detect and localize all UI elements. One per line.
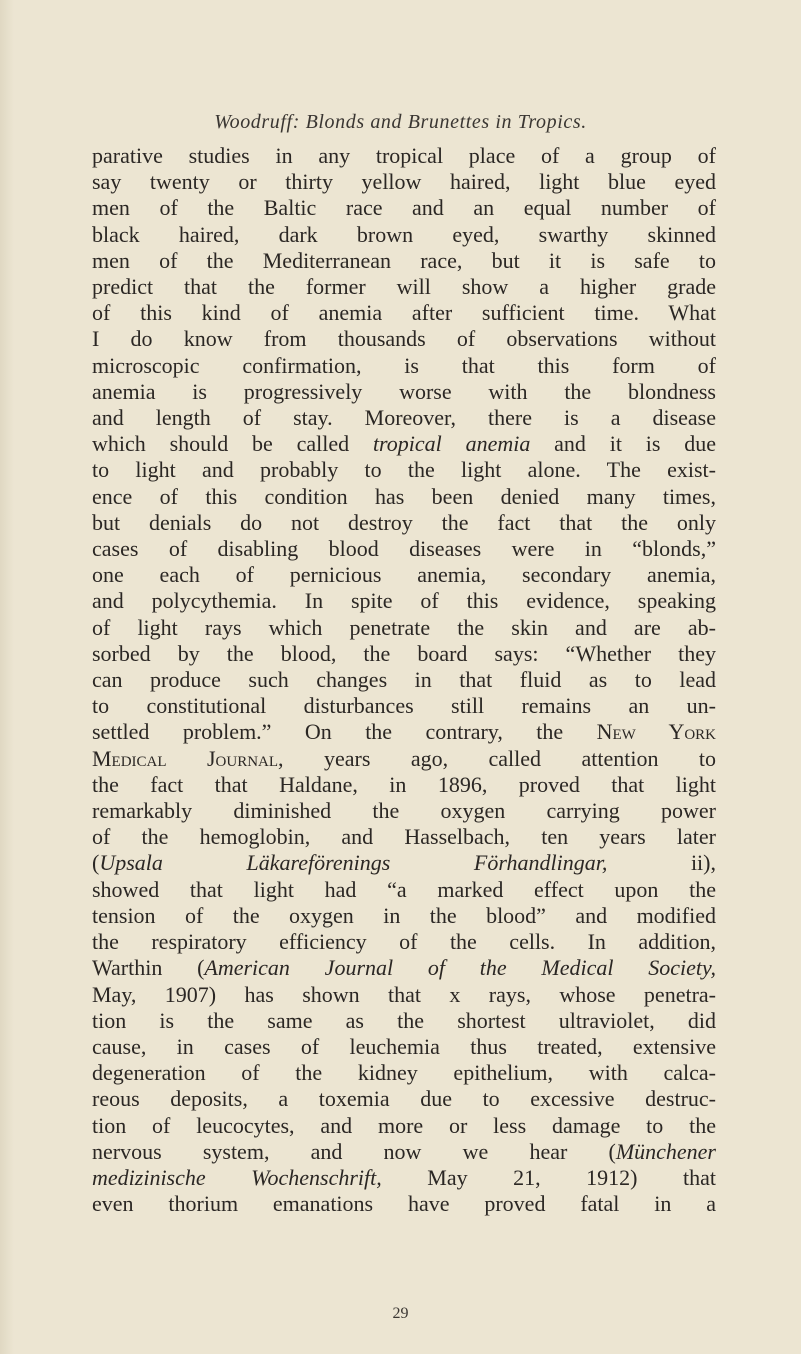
text-run: tion of leucocytes, and more or less damage to the bbox=[92, 1112, 716, 1138]
italic-text: American Journal of the Medical Society, bbox=[204, 955, 716, 981]
text-run: May, 1907) has shown that x rays, whose penetra- bbox=[92, 981, 716, 1007]
text-line bbox=[92, 667, 716, 693]
text-run: and it is due bbox=[530, 431, 716, 457]
text-run: one each of pernicious anemia, secondary anemia, bbox=[92, 562, 716, 588]
text-line bbox=[92, 1191, 716, 1217]
text-line bbox=[92, 955, 716, 981]
text-line bbox=[92, 929, 716, 955]
text-line bbox=[92, 457, 716, 483]
text-line bbox=[92, 274, 716, 300]
italic-text: tropical anemia bbox=[372, 431, 531, 457]
text-run: tension of the oxygen in the blood” and modified bbox=[92, 902, 716, 928]
text-line bbox=[92, 536, 716, 562]
italic-text: medizinische Wochenschrift, bbox=[92, 1164, 382, 1190]
text-run: of the hemoglobin, and Hasselbach, ten years later bbox=[92, 824, 716, 850]
text-line bbox=[92, 877, 716, 903]
text-run: sorbed by the blood, the board says: “Whether they bbox=[92, 640, 716, 666]
text-run: May 21, 1912) that bbox=[381, 1164, 716, 1190]
text-line bbox=[92, 510, 716, 536]
text-run: ence of this condition has been denied many times, bbox=[92, 483, 716, 509]
text-run: ii), bbox=[607, 850, 716, 876]
text-line bbox=[92, 379, 716, 405]
text-line bbox=[92, 641, 716, 667]
text-run: remarkably diminished the oxygen carrying power bbox=[92, 798, 716, 824]
text-line bbox=[92, 798, 716, 824]
text-run: say twenty or thirty yellow haired, light blue eyed bbox=[92, 169, 716, 195]
text-line bbox=[92, 772, 716, 798]
text-run: and polycythemia. In spite of this evidence, speaking bbox=[92, 588, 716, 614]
text-run: tion is the same as the shortest ultraviolet, did bbox=[92, 1007, 716, 1033]
text-run: but denials do not destroy the fact that the only bbox=[92, 509, 716, 535]
text-run: to light and probably to the light alone. The exist- bbox=[92, 457, 716, 483]
text-run: the fact that Haldane, in 1896, proved that light bbox=[92, 771, 716, 797]
text-line bbox=[92, 169, 716, 195]
text-run: I do know from thousands of observations without bbox=[92, 326, 716, 352]
text-line bbox=[92, 1113, 716, 1139]
text-run: degeneration of the kidney epithelium, with calca- bbox=[92, 1060, 716, 1086]
text-run: of light rays which penetrate the skin and are ab- bbox=[92, 614, 716, 640]
text-line bbox=[92, 693, 716, 719]
text-line bbox=[92, 300, 716, 326]
text-line bbox=[92, 615, 716, 641]
text-line bbox=[92, 143, 716, 169]
text-line bbox=[92, 746, 716, 772]
text-run: , years ago, called attention to bbox=[278, 745, 716, 771]
text-line bbox=[92, 562, 716, 588]
text-run: anemia is progressively worse with the blondness bbox=[92, 378, 716, 404]
text-line bbox=[92, 405, 716, 431]
text-run: showed that light had “a marked effect upon the bbox=[92, 876, 716, 902]
text-run: predict that the former will show a higher grade bbox=[92, 274, 716, 300]
text-line bbox=[92, 353, 716, 379]
text-run: cases of disabling blood diseases were in “blonds,” bbox=[92, 536, 716, 562]
text-run: reous deposits, a toxemia due to excessive destruc- bbox=[92, 1086, 716, 1112]
italic-text: Münchener bbox=[615, 1138, 716, 1164]
text-line bbox=[92, 484, 716, 510]
text-line bbox=[92, 1086, 716, 1112]
text-line bbox=[92, 850, 716, 876]
small-caps-text: Medical Journal bbox=[92, 745, 279, 771]
text-run: to constitutional disturbances still remains an un- bbox=[92, 693, 716, 719]
text-line bbox=[92, 1165, 716, 1191]
text-run: of this kind of anemia after sufficient time. What bbox=[92, 300, 716, 326]
text-line bbox=[92, 248, 716, 274]
text-run: even thorium emanations have proved fatal in a bbox=[92, 1191, 716, 1217]
text-line bbox=[92, 903, 716, 929]
running-head: Woodruff: Blonds and Brunettes in Tropics. bbox=[214, 111, 587, 133]
text-run: microscopic confirmation, is that this form of bbox=[92, 352, 716, 378]
page-number: 29 bbox=[392, 1305, 409, 1322]
text-run: nervous system, and now we hear ( bbox=[92, 1138, 616, 1164]
text-run: parative studies in any tropical place of a group of bbox=[92, 143, 716, 168]
text-line bbox=[92, 1060, 716, 1086]
text-line bbox=[92, 982, 716, 1008]
text-run: the respiratory efficiency of the cells. In addition, bbox=[92, 929, 716, 955]
text-line bbox=[92, 1034, 716, 1060]
text-line bbox=[92, 824, 716, 850]
small-caps-text: New York bbox=[596, 719, 717, 745]
body-paragraph bbox=[92, 143, 716, 1217]
text-line bbox=[92, 1139, 716, 1165]
text-line bbox=[92, 1008, 716, 1034]
text-line bbox=[92, 588, 716, 614]
text-line bbox=[92, 326, 716, 352]
text-run: can produce such changes in that fluid as to lead bbox=[92, 667, 716, 693]
text-line bbox=[92, 719, 716, 745]
text-line bbox=[92, 222, 716, 248]
text-run: cause, in cases of leuchemia thus treated, extensive bbox=[92, 1033, 716, 1059]
text-run: men of the Baltic race and an equal number of bbox=[92, 195, 716, 221]
text-run: black haired, dark brown eyed, swarthy skinned bbox=[92, 221, 716, 247]
text-run: which should be called bbox=[92, 431, 373, 457]
text-line bbox=[92, 195, 716, 221]
text-run: settled problem.” On the contrary, the bbox=[92, 719, 597, 745]
italic-text: Upsala Läkareförenings Förhandlingar, bbox=[99, 850, 608, 876]
text-run: men of the Mediterranean race, but it is safe to bbox=[92, 247, 716, 273]
text-run: ( bbox=[92, 850, 100, 876]
text-run: and length of stay. Moreover, there is a disease bbox=[92, 405, 716, 431]
text-line bbox=[92, 431, 716, 457]
text-run: Warthin ( bbox=[92, 955, 205, 981]
